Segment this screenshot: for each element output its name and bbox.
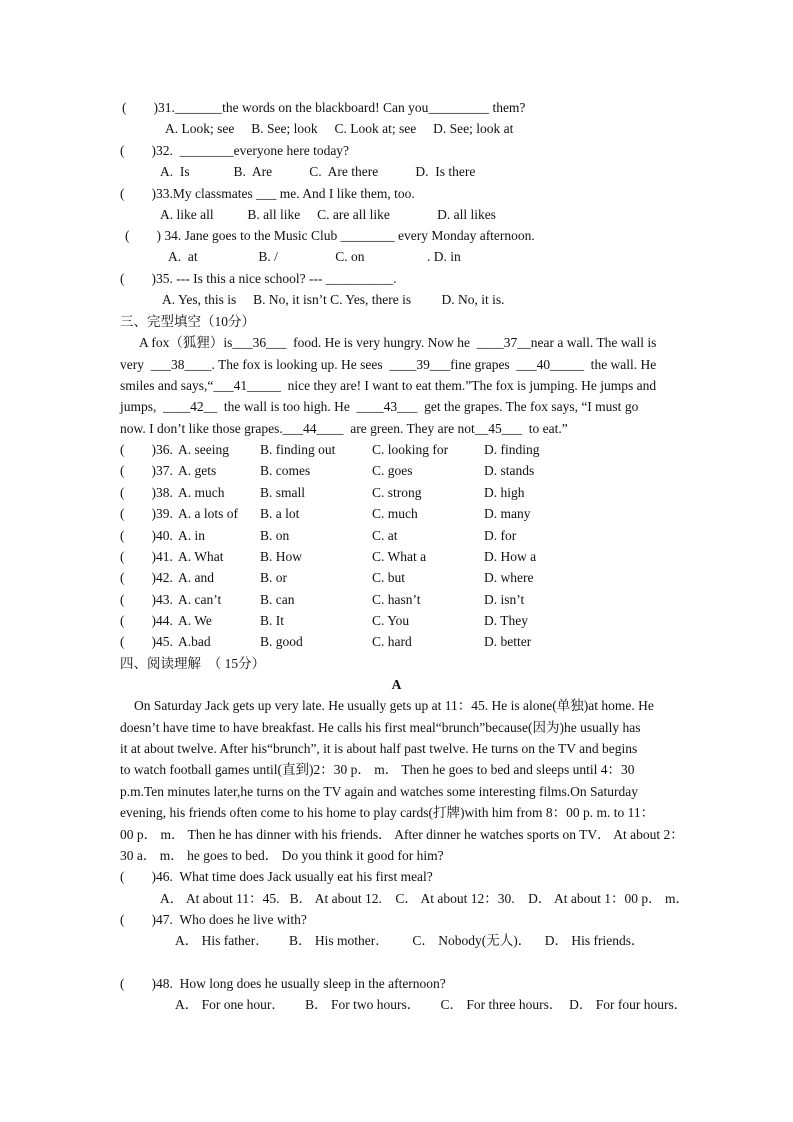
question-31-options: A. Look; see B. See; look C. Look at; see D. See; look at <box>165 121 514 136</box>
reading-passage-label: A <box>391 677 402 692</box>
question-35: ( )35. --- Is this a nice school? --- __________. <box>120 271 397 286</box>
option-d: D. many <box>484 506 531 521</box>
question-35-options: A. Yes, this is B. No, it isn’t C. Yes, there is D. No, it is. <box>162 292 505 307</box>
question-46: ( )46. What time does Jack usually eat his first meal? <box>120 869 433 884</box>
cloze-heading: 三、完型填空（10分） <box>120 314 255 329</box>
question-number: ( )39. <box>120 506 173 521</box>
question-31: ( )31._______the words on the blackboard! Can you_________ them? <box>122 100 526 115</box>
question-number: ( )42. <box>120 570 173 585</box>
question-number: ( )41. <box>120 549 173 564</box>
option-c: C. looking for <box>372 442 449 457</box>
option-d: D. How a <box>484 549 537 564</box>
option-d: D. better <box>484 634 532 649</box>
option-c: C. hard <box>372 634 412 649</box>
option-a: A. seeing <box>178 442 229 457</box>
option-d: D. where <box>484 570 534 585</box>
cloze-passage-line: smiles and says,“___41_____ nice they are! I want to eat them.”The fox is jumping. He jumps and <box>120 378 657 393</box>
option-d: D. finding <box>484 442 540 457</box>
option-c: C. What a <box>372 549 427 564</box>
option-b: B. can <box>260 592 295 607</box>
option-c: C. but <box>372 570 406 585</box>
option-d: D. high <box>484 485 525 500</box>
reading-passage-line: doesn’t have time to have breakfast. He calls his first meal“brunch”because(因为)he usually has <box>120 720 641 735</box>
option-a: A. and <box>178 570 214 585</box>
cloze-passage-line: A fox（狐狸）is___36___ food. He is very hungry. Now he ____37__near a wall. The wall is <box>139 335 657 350</box>
question-34: ( ) 34. Jane goes to the Music Club ________ every Monday afternoon. <box>125 228 535 243</box>
question-34-option-d: . D. in <box>427 249 461 264</box>
option-c: C. at <box>372 528 398 543</box>
question-47: ( )47. Who does he live with? <box>120 912 307 927</box>
option-d: D. isn’t <box>484 592 525 607</box>
reading-passage-line: 00 p． m． Then he has dinner with his friends． After dinner he watches sports on TV． At about 2： <box>120 827 684 842</box>
reading-passage-line: 30 a． m． he goes to bed． Do you think it good for him? <box>120 848 444 863</box>
option-c: C. hasn’t <box>372 592 421 607</box>
option-b: B. on <box>260 528 290 543</box>
question-46-options: A． At about 11：45. B． At about 12. C． At about 12：30. D． At about 1：00 p． m． <box>160 891 689 906</box>
option-a: A.bad <box>178 634 211 649</box>
reading-passage-line: it at about twelve. After his“brunch”, it is about half past twelve. He turns on the TV and begins <box>120 741 638 756</box>
question-48: ( )48. How long does he usually sleep in the afternoon? <box>120 976 446 991</box>
question-34-options: A. at B. / C. on <box>168 249 365 264</box>
cloze-passage-line: now. I don’t like those grapes.___44____ are green. They are not__45___ to eat.” <box>120 421 568 436</box>
option-b: B. or <box>260 570 287 585</box>
question-number: ( )45. <box>120 634 173 649</box>
reading-passage-line: evening, his friends often come to his home to play cards(打牌)with him from 8：00 p. m. to 11： <box>120 805 655 820</box>
option-c: C. strong <box>372 485 422 500</box>
option-c: C. You <box>372 613 410 628</box>
option-a: A. much <box>178 485 225 500</box>
cloze-passage-line: very ___38____. The fox is looking up. He sees ____39___fine grapes ___40_____ the wall. He <box>120 357 657 372</box>
option-a: A. in <box>178 528 205 543</box>
question-33: ( )33.My classmates ___ me. And I like them, too. <box>120 186 415 201</box>
question-number: ( )36. <box>120 442 173 457</box>
option-d: D. They <box>484 613 528 628</box>
option-a: A. a lots of <box>178 506 238 521</box>
question-number: ( )44. <box>120 613 173 628</box>
option-a: A. What <box>178 549 224 564</box>
option-b: B. comes <box>260 463 311 478</box>
option-a: A. can’t <box>178 592 222 607</box>
option-d: D. stands <box>484 463 535 478</box>
question-48-options: A． For one hour． B． For two hours． C． For three hours． D． For four hours． <box>175 997 688 1012</box>
cloze-passage-line: jumps, ____42__ the wall is too high. He ____43___ get the grapes. The fox says, “I must go <box>120 399 639 414</box>
option-b: B. It <box>260 613 285 628</box>
option-c: C. much <box>372 506 418 521</box>
question-32-options: A. Is B. Are C. Are there D. Is there <box>160 164 476 179</box>
option-a: A. We <box>178 613 212 628</box>
option-d: D. for <box>484 528 517 543</box>
question-number: ( )37. <box>120 463 173 478</box>
question-47-options: A． His father． B． His mother． C． Nobody(无人)． D． His friends． <box>175 933 645 948</box>
option-b: B. How <box>260 549 303 564</box>
option-c: C. goes <box>372 463 413 478</box>
question-32: ( )32. ________everyone here today? <box>120 143 350 158</box>
question-number: ( )43. <box>120 592 173 607</box>
reading-passage-line: p.m.Ten minutes later,he turns on the TV again and watches some interesting films.On Saturday <box>120 784 639 799</box>
reading-passage-line: to watch football games until(直到)2：30 p． m． Then he goes to bed and sleeps until 4：30 <box>120 762 635 777</box>
option-b: B. finding out <box>260 442 336 457</box>
reading-heading: 四、阅读理解 （ 15分） <box>120 656 266 671</box>
question-number: ( )40. <box>120 528 173 543</box>
option-b: B. small <box>260 485 306 500</box>
question-number: ( )38. <box>120 485 173 500</box>
option-b: B. good <box>260 634 303 649</box>
option-b: B. a lot <box>260 506 300 521</box>
question-33-options: A. like all B. all like C. are all like D. all likes <box>160 207 496 222</box>
option-a: A. gets <box>178 463 217 478</box>
reading-passage-line: On Saturday Jack gets up very late. He usually gets up at 11：45. He is alone(单独)at home. He <box>134 698 654 713</box>
